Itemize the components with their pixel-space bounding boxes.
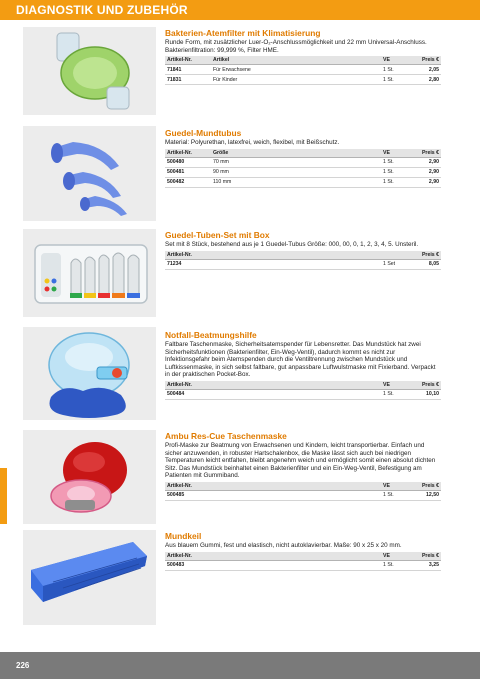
product-image-ambu (23, 430, 156, 524)
table-row (165, 65, 441, 75)
table-header-row (165, 56, 441, 65)
guedel-tubus-image (23, 126, 156, 221)
header-ve: VE (381, 552, 409, 561)
table-row (165, 75, 441, 85)
product-description: Faltbare Taschenmaske, Sicherheitsatemspender für Lebensretter. Das Mundstück hat zwei Sicherheitsfunktionen (Bakterienfilter, Ein-Weg-Ventil), dadurch kommt es nicht zur Infektionsgefahr beim Atemspenden durch die Ventiltrennung zwischen Mundstück und Luftkissenmaske, in sich selbst faltbare, gut anpassbare Luftwulstmaske mit Fixierband. Verpackt in der praktischen Pocket-Box. (165, 341, 436, 379)
header-preis: Preis € (409, 56, 441, 65)
cell-artikel-nr: 500484 (165, 389, 211, 399)
header-ve: VE (381, 381, 409, 390)
product-title: Guedel-Tuben-Set mit Box (165, 230, 270, 240)
price-table (165, 552, 441, 571)
header-preis: Preis € (409, 552, 441, 561)
cell-preis: 10,10 (409, 389, 441, 399)
side-tab-marker (0, 468, 7, 524)
product-description: Set mit 8 Stück, bestehend aus je 1 Guedel-Tubus Größe: 000, 00, 0, 1, 2, 3, 4, 5. Unsteril. (165, 241, 419, 248)
price-table (165, 381, 441, 400)
product-text (165, 531, 441, 571)
cell-groesse: 110 mm (211, 177, 381, 187)
cell-artikel (211, 490, 381, 500)
cell-artikel-nr: 500485 (165, 490, 211, 500)
cell-artikel-nr: 71841 (165, 65, 211, 75)
cell-artikel: Für Kinder (211, 75, 381, 85)
header-artikel-nr: Artikel-Nr. (165, 56, 211, 65)
cell-preis: 8,05 (409, 259, 441, 269)
header-groesse: Größe (211, 149, 381, 158)
cell-preis: 2,80 (409, 75, 441, 85)
cell-preis: 2,05 (409, 65, 441, 75)
section-title: DIAGNOSTIK UND ZUBEHÖR (16, 3, 188, 17)
product-text (165, 128, 441, 188)
cell-preis: 2,90 (409, 177, 441, 187)
atemfilter-image (23, 27, 156, 115)
product-title: Ambu Res-Cue Taschenmaske (165, 431, 287, 441)
header-ve: VE (381, 56, 409, 65)
cell-groesse: 90 mm (211, 167, 381, 177)
product-image-beatmungshilfe (23, 327, 156, 420)
table-row (165, 490, 441, 500)
table-header-row (165, 149, 441, 158)
price-table (165, 251, 441, 270)
header-empty (211, 381, 381, 390)
mundkeil-image (23, 530, 156, 625)
cell-artikel (211, 389, 381, 399)
cell-ve: 1 St. (381, 167, 409, 177)
page-footer (0, 652, 480, 679)
product-title: Mundkeil (165, 531, 202, 541)
header-artikel-nr: Artikel-Nr. (165, 149, 211, 158)
header-empty (381, 251, 409, 260)
header-artikel: Artikel (211, 56, 381, 65)
product-image-guedel (23, 126, 156, 221)
cell-preis: 3,25 (409, 560, 441, 570)
product-title: Notfall-Beatmungshilfe (165, 330, 257, 340)
cell-ve: 1 St. (381, 75, 409, 85)
cell-ve: 1 St. (381, 560, 409, 570)
cell-ve: 1 St. (381, 389, 409, 399)
table-header-row (165, 552, 441, 561)
cell-ve: 1 St. (381, 65, 409, 75)
cell-artikel-nr: 71831 (165, 75, 211, 85)
table-row (165, 259, 441, 269)
cell-ve: 1 St. (381, 490, 409, 500)
table-header-row (165, 251, 441, 260)
header-preis: Preis € (409, 482, 441, 491)
cell-artikel-nr: 71234 (165, 259, 211, 269)
cell-artikel (211, 259, 381, 269)
price-table (165, 149, 441, 188)
product-image-mundkeil (23, 530, 156, 625)
table-row (165, 157, 441, 167)
header-ve: VE (381, 149, 409, 158)
page-number: 226 (16, 661, 30, 670)
cell-ve: 1 Set (381, 259, 409, 269)
header-empty (211, 482, 381, 491)
cell-artikel-nr: 500480 (165, 157, 211, 167)
cell-preis: 2,90 (409, 167, 441, 177)
cell-artikel (211, 560, 381, 570)
header-preis: Preis € (409, 149, 441, 158)
header-artikel-nr: Artikel-Nr. (165, 251, 211, 260)
table-row (165, 560, 441, 570)
beatmungshilfe-image (23, 327, 156, 420)
cell-artikel-nr: 500482 (165, 177, 211, 187)
product-description: Material: Polyurethan, latexfrei, weich, flexibel, mit Beißschutz. (165, 139, 340, 146)
table-row (165, 167, 441, 177)
table-header-row (165, 482, 441, 491)
table-row (165, 389, 441, 399)
table-header-row (165, 381, 441, 390)
ambu-mask-image (23, 430, 156, 524)
product-text (165, 28, 441, 85)
cell-preis: 2,90 (409, 157, 441, 167)
header-preis: Preis € (409, 381, 441, 390)
product-title: Guedel-Mundtubus (165, 128, 242, 138)
section-header (0, 0, 480, 20)
product-description: Aus blauem Gummi, fest und elastisch, nicht autoklavierbar. Maße: 90 x 25 x 20 mm. (165, 542, 402, 549)
header-artikel-nr: Artikel-Nr. (165, 552, 211, 561)
product-image-atemfilter (23, 27, 156, 115)
header-artikel-nr: Artikel-Nr. (165, 482, 211, 491)
header-empty (211, 552, 381, 561)
cell-artikel-nr: 500483 (165, 560, 211, 570)
cell-groesse: 70 mm (211, 157, 381, 167)
header-artikel-nr: Artikel-Nr. (165, 381, 211, 390)
price-table (165, 56, 441, 85)
product-description: Runde Form, mit zusätzlicher Luer-O₂-Anschlussmöglichkeit und 22 mm Universal-Anschluss. Bakterienfiltration: 99,999 %, Filter HME. (165, 39, 427, 54)
header-preis: Preis € (409, 251, 441, 260)
price-table (165, 482, 441, 501)
cell-artikel: Für Erwachsene (211, 65, 381, 75)
product-description: Profi-Maske zur Beatmung von Erwachsenen und Kindern, leicht transportierbar. Einfach und sicher anzuwenden, in robuster Hartschalenbox, die Maske lässt sich auch bei niedrigen Temperaturen leicht entfalten, bleibt angenehm weich und ermöglicht somit einen absolut dichten Sitz. Das Mundstück beinhaltet einen Bakterienfilter und ein Ein-Weg-Ventil, Befestigung am Patienten mit Gummiband. (165, 442, 436, 480)
header-empty (211, 251, 381, 260)
product-text (165, 431, 441, 501)
cell-artikel-nr: 500481 (165, 167, 211, 177)
product-text (165, 330, 441, 400)
tuben-set-image (23, 229, 156, 317)
product-text (165, 230, 441, 270)
header-ve: VE (381, 482, 409, 491)
cell-ve: 1 St. (381, 157, 409, 167)
table-row (165, 177, 441, 187)
product-image-tuben-set (23, 229, 156, 317)
product-title: Bakterien-Atemfilter mit Klimatisierung (165, 28, 321, 38)
cell-preis: 12,50 (409, 490, 441, 500)
cell-ve: 1 St. (381, 177, 409, 187)
